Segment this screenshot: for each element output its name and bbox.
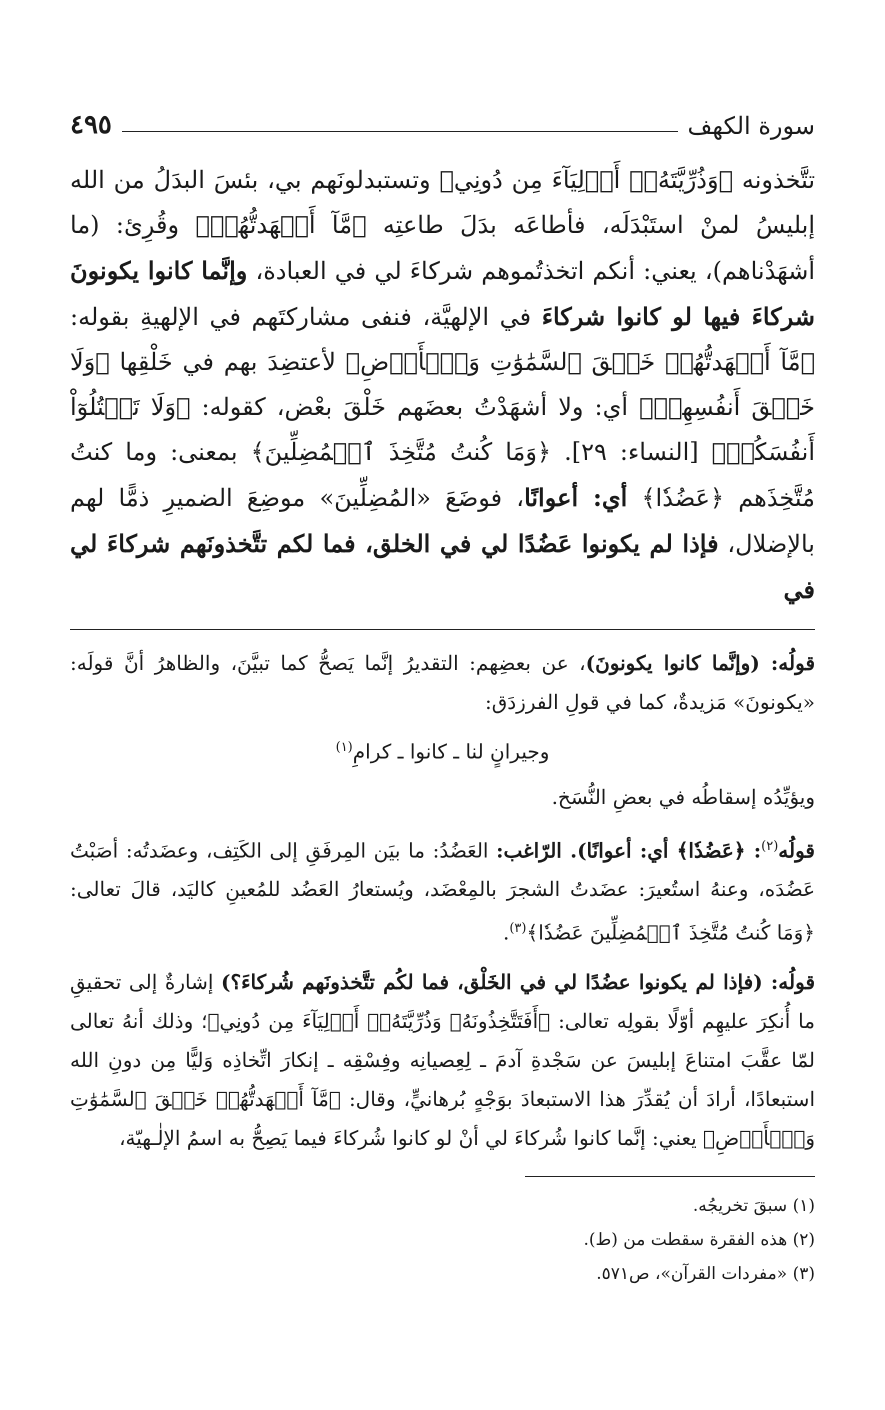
commentary-text: . xyxy=(502,920,510,945)
page-number: ٤٩٥ xyxy=(70,110,112,140)
commentary-paragraph xyxy=(70,963,815,1158)
footnote-ref: (٣) xyxy=(509,921,527,937)
main-text-bold: أي: أعوانًا xyxy=(524,483,628,512)
commentary-lemma: قولُه: (وإنَّما كانوا يكونونَ) xyxy=(585,651,816,675)
commentary-paragraph xyxy=(70,827,815,953)
main-text-segment: تتَّخذونه ﴿وَذُرِّيَّتَهُۥٓ أَوۡلِيَآءَ مِن دُونِي﴾ وتستبدلونَهم بي، بئسَ البدَلُ من الله إبليسُ لمنْ استَبْدَلَه، فأطاعَه بدَلَ طاعتِه ﴿مَّآ أَشۡهَدتُّهُمۡ﴾ وقُرِئ: (ما أشهَدْناهم)، يعني: أنكم اتخذتُموهم شركاءَ لي في العبادة، xyxy=(70,166,816,285)
main-text xyxy=(70,158,815,613)
commentary-lemma: قولُه: (فإذا لم يكونوا عضُدًا لي في الخَلْق، فما لكُم تتَّخذونَهم شُركاءَ؟) xyxy=(221,969,815,994)
header-rule xyxy=(122,131,678,132)
commentary-text: العَضُدُ: ما بيَن المِرفَقِ إلى الكَتِف، وعضَدتُه: أصَبْتُ عَضُدَه، وعنهُ استُعيرَ: عضَدتُ الشجرَ بالمِعْضَد، ويُستعارُ العَضُد للمُعينِ كاليَد، قالَ تعالى: ﴿وَمَا كُنتُ مُتَّخِذَ ٱلۡمُضِلِّينَ عَضُدٗا﴾ xyxy=(70,838,815,945)
commentary-lemma: : ﴿عَضُدٗا﴾ أي: أعوانًا). الرّاغب: xyxy=(496,838,762,863)
verse-text: وجيرانٍ لنا ـ كانوا ـ كرامِ xyxy=(352,739,550,764)
footnotes xyxy=(70,1189,815,1291)
commentary-paragraph xyxy=(70,644,815,722)
main-text-bold: وإنَّما كانوا يكونونَ شركاءَ فيها لو كانوا شركاءَ xyxy=(70,256,815,331)
main-paragraph xyxy=(70,158,815,613)
poetry-verse xyxy=(70,728,815,772)
main-text-segment: في الإلهيَّة، فنفى مشاركتَهم في الإلهيةِ بقوله: ﴿مَّآ أَشۡهَدتُّهُمۡ خَلۡقَ ٱلسَّمَٰوَٰتِ وَٱلۡأَرۡضِ﴾ لأعتضِدَ بهم في خَلْقِها ﴿وَلَا خَلۡقَ أَنفُسِهِمۡ﴾ أي: ولا أشهَدْتُ بعضَهم خَلْقَ بعْض، كقوله: ﴿وَلَا تَقۡتُلُوٓاْ أَنفُسَكُمۡ﴾ [النساء: ٢٩]. ﴿وَمَا كُنتُ مُتَّخِذَ ٱلۡمُضِلِّينَ﴾ بمعنى: وما كنتُ مُتَّخِذَهم ﴿عَضُدٗا﴾ xyxy=(70,303,816,512)
commentary-text: ، عن بعضِهم: التقديرُ إنَّما يَصحُّ كما تبيَّنَ، والظاهرُ أنَّ قولَه: «يكونونَ» مَزيدةٌ، كما في قولِ الفرزدَق: xyxy=(70,651,815,714)
commentary-text: إشارةٌ إلى تحقيقِ ما أُنكِرَ عليهِم أوّلًا بقولِه تعالى: ﴿أَفَتَتَّخِذُونَهُۥ وَذُرِّيَّتَهُۥٓ أَوۡلِيَآءَ مِن دُونِي﴾؛ وذلك أنهُ تعالى لمّا عقَّبَ امتناعَ إبليسَ عن سَجْدةِ آدمَ ـ لِعِصيانِه وفِسْقِه ـ إنكارَ اتِّخاذِه وَليًّا مِن دونِ الله استبعادًا، أرادَ أن يُقدِّرَ هذا الاستبعادَ بوَجْهٍ بُرهانيٍّ، وقال: ﴿مَّآ أَشۡهَدتُّهُمۡ خَلۡقَ ٱلسَّمَٰوَٰتِ وَٱلۡأَرۡضِ﴾ يعني: إنَّما كانوا شُركاءَ لي أنْ لو كانوا شُركاءَ فيما يَصِحُّ به اسمُ الإلٰـهيّة، xyxy=(70,969,815,1150)
footnote-item: (٢) هذه الفقرة سقطت من (ط). xyxy=(583,1229,815,1250)
commentary-lemma: قولُه xyxy=(778,838,815,863)
footnote-item: (٣) «مفردات القرآن»، ص٥٧١. xyxy=(596,1263,815,1284)
surah-title: سورة الكهف xyxy=(687,112,815,140)
commentary xyxy=(70,644,815,1158)
footnote-rule xyxy=(525,1176,815,1177)
main-text-bold: فإذا لم يكونوا عَضُدًا لي في الخلق، فما لكم تتَّخذونَهم شركاءَ لي في xyxy=(70,529,815,604)
page-header xyxy=(70,100,815,140)
book-page xyxy=(70,100,815,1370)
footnote-ref: (١) xyxy=(335,740,353,755)
commentary-divider xyxy=(70,629,815,630)
commentary-paragraph: ويؤيِّدُه إسقاطُه في بعضِ النُّسَخ. xyxy=(551,784,815,809)
footnote-item: (١) سبقَ تخريجُه. xyxy=(692,1195,815,1216)
main-text-segment: ، فوضَعَ «المُضِلِّينَ» موضِعَ الضميرِ ذمًّا لهم بالإضلال، xyxy=(70,484,815,558)
footnote-ref: (٢) xyxy=(761,838,779,854)
